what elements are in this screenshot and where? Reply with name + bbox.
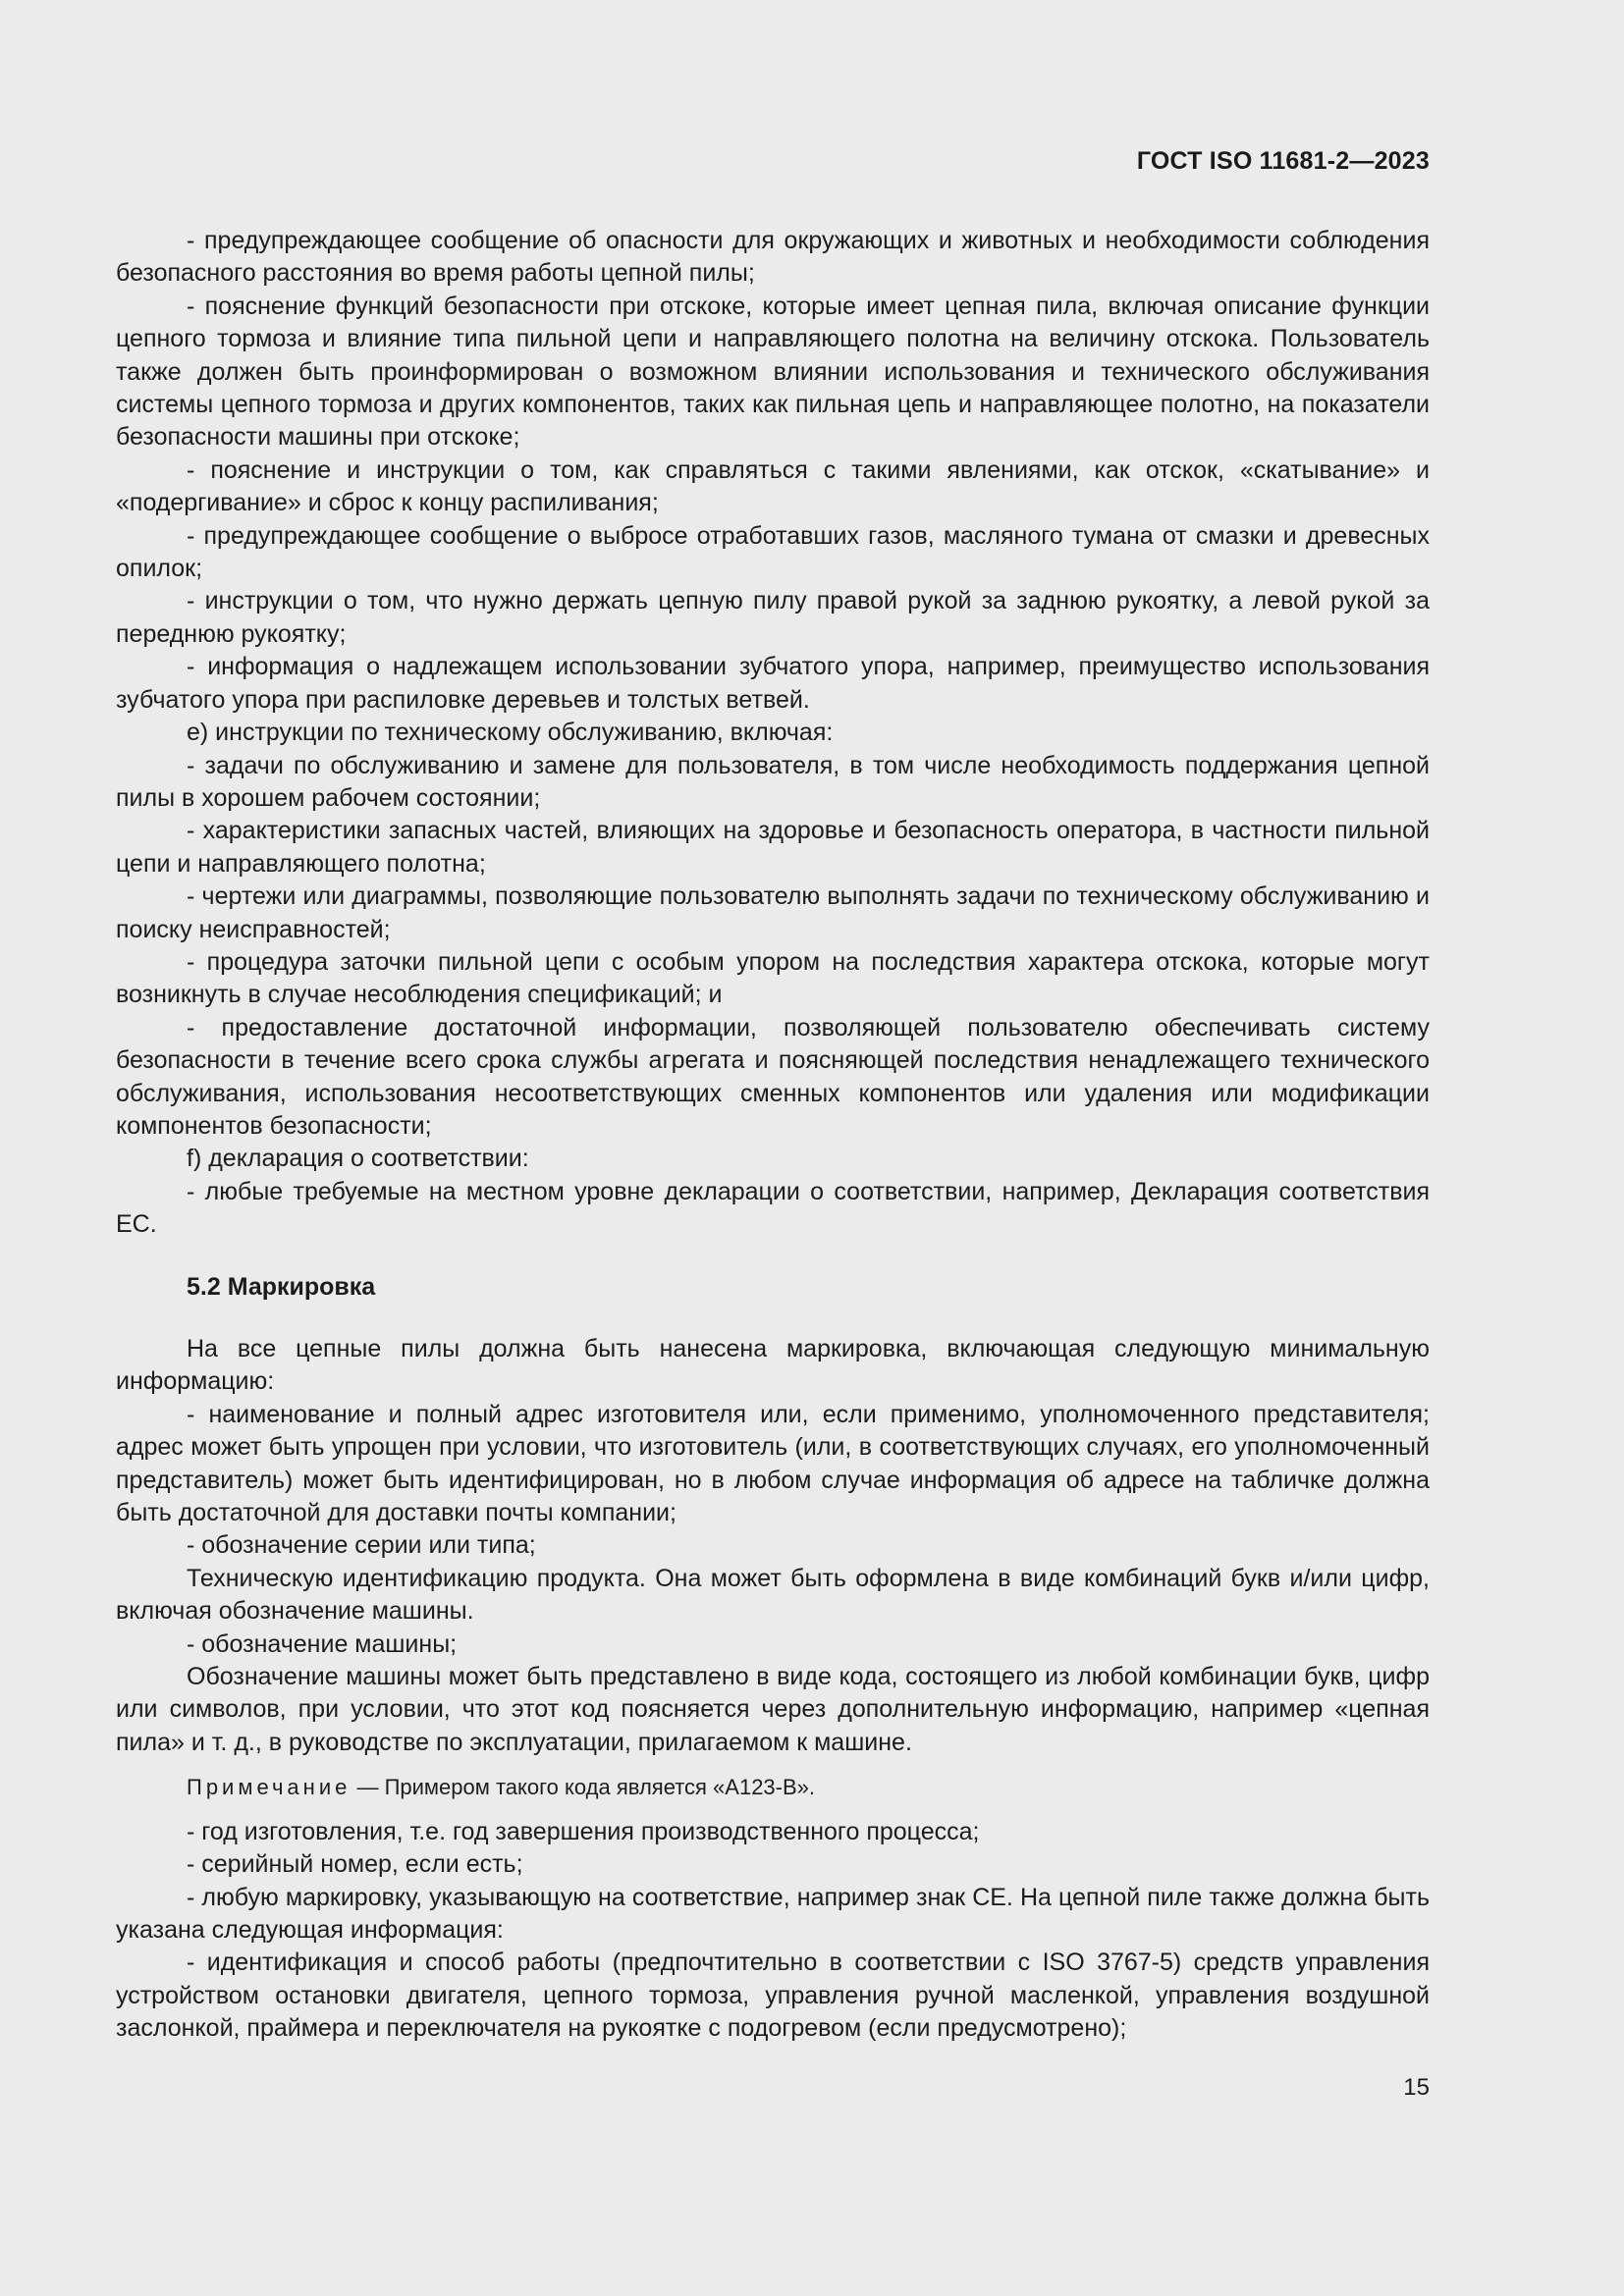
paragraph: - инструкции о том, что нужно держать цепную пилу правой рукой за заднюю рукоятку, а левой рукой за переднюю рукоятку; <box>116 587 1430 648</box>
paragraph: - любые требуемые на местном уровне декларации о соответствии, например, Декларация соответствия ЕС. <box>116 1177 1430 1239</box>
paragraph: - чертежи или диаграммы, позволяющие пользователю выполнять задачи по техническому обслуживанию и поиску неисправностей; <box>116 882 1430 943</box>
paragraph: - задачи по обслуживанию и замене для пользователя, в том числе необходимость поддержания цепной пилы в хорошем рабочем состоянии; <box>116 751 1430 812</box>
list-heading: f) декларация о соответствии: <box>187 1145 529 1173</box>
paragraph: - предупреждающее сообщение о выбросе отработавших газов, масляного тумана от смазки и древесных опилок; <box>116 521 1430 583</box>
document-page <box>116 0 1430 2296</box>
paragraph: - пояснение и инструкции о том, как справляться с такими явлениями, как отскок, «скатывание» и «подергивание» и сброс к концу распиливания; <box>116 455 1430 517</box>
note-text: — Примером такого кода является «A123-B». <box>351 1775 816 1800</box>
section-heading: 5.2 Маркировка <box>187 1272 376 1301</box>
paragraph: - предоставление достаточной информации, позволяющей пользователю обеспечивать систему безопасности в течение всего срока службы агрегата и поясняющей последствия ненадлежащего технического обслуживания, использования несоответствующих сменных компонентов или удаления или модификации компонентов безопасности; <box>116 1013 1430 1140</box>
list-heading: e) инструкции по техническому обслуживанию, включая: <box>187 719 834 747</box>
paragraph: Обозначение машины может быть представлено в виде кода, состоящего из любой комбинации букв, цифр или символов, при условии, что этот код поясняется через дополнительную информацию, например «цепная пила» и т. д., в руководстве по эксплуатации, прилагаемом к машине. <box>116 1663 1430 1756</box>
paragraph: - серийный номер, если есть; <box>187 1850 523 1879</box>
note <box>116 1759 1430 1815</box>
paragraph: - пояснение функций безопасности при отскоке, которые имеет цепная пила, включая описание функции цепного тормоза и влияние типа пильной цепи и направляющего полотна на величину отскока. Пользователь также должен быть проинформирован о возможном влиянии использования и технического обслуживания системы цепного тормоза и других компонентов, таких как пильная цепь и направляющее полотно, на показатели безопасности машины при отскоке; <box>116 292 1430 452</box>
paragraph: На все цепные пилы должна быть нанесена маркировка, включающая следующую минимальную информацию: <box>116 1335 1430 1396</box>
document-body <box>116 225 1430 2046</box>
paragraph: - любую маркировку, указывающую на соответствие, например знак CE. На цепной пиле также должна быть указана следующая информация: <box>116 1883 1430 1944</box>
paragraph: - обозначение машины; <box>187 1629 458 1658</box>
paragraph: Техническую идентификацию продукта. Она может быть оформлена в виде комбинаций букв и/или цифр, включая обозначение машины. <box>116 1564 1430 1626</box>
paragraph: - информация о надлежащем использовании зубчатого упора, например, преимущество использования зубчатого упора при распиловке деревьев и толстых ветвей. <box>116 653 1430 714</box>
document-header: ГОСТ ISO 11681-2—2023 <box>1136 147 1430 175</box>
paragraph: - идентификация и способ работы (предпочтительно в соответствии с ISO 3767-5) средств управления устройством остановки двигателя, цепного тормоза, управления ручной масленкой, управления воздушной заслонкой, праймера и переключателя на рукоятке с подогревом (если предусмотрено); <box>116 1949 1430 2043</box>
page-number: 15 <box>1403 2074 1430 2101</box>
paragraph: - предупреждающее сообщение об опасности для окружающих и животных и необходимости соблюдения безопасного расстояния во время работы цепной пилы; <box>116 227 1430 288</box>
paragraph: - характеристики запасных частей, влияющих на здоровье и безопасность оператора, в частности пильной цепи и направляющего полотна; <box>116 817 1430 878</box>
note-label: Примечание <box>187 1775 352 1800</box>
paragraph: - наименование и полный адрес изготовителя или, если применимо, уполномоченного представителя; адрес может быть упрощен при условии, что изготовитель (или, в соответствующих случаях, его уполномоченный представитель) может быть идентифицирован, но в любом случае информация об адресе на табличке должна быть достаточной для доставки почты компании; <box>116 1400 1430 1527</box>
paragraph: - год изготовления, т.е. год завершения производственного процесса; <box>187 1817 980 1845</box>
paragraph: - обозначение серии или типа; <box>187 1531 536 1560</box>
paragraph: - процедура заточки пильной цепи с особым упором на последствия характера отскока, которые могут возникнуть в случае несоблюдения спецификаций; и <box>116 947 1430 1009</box>
